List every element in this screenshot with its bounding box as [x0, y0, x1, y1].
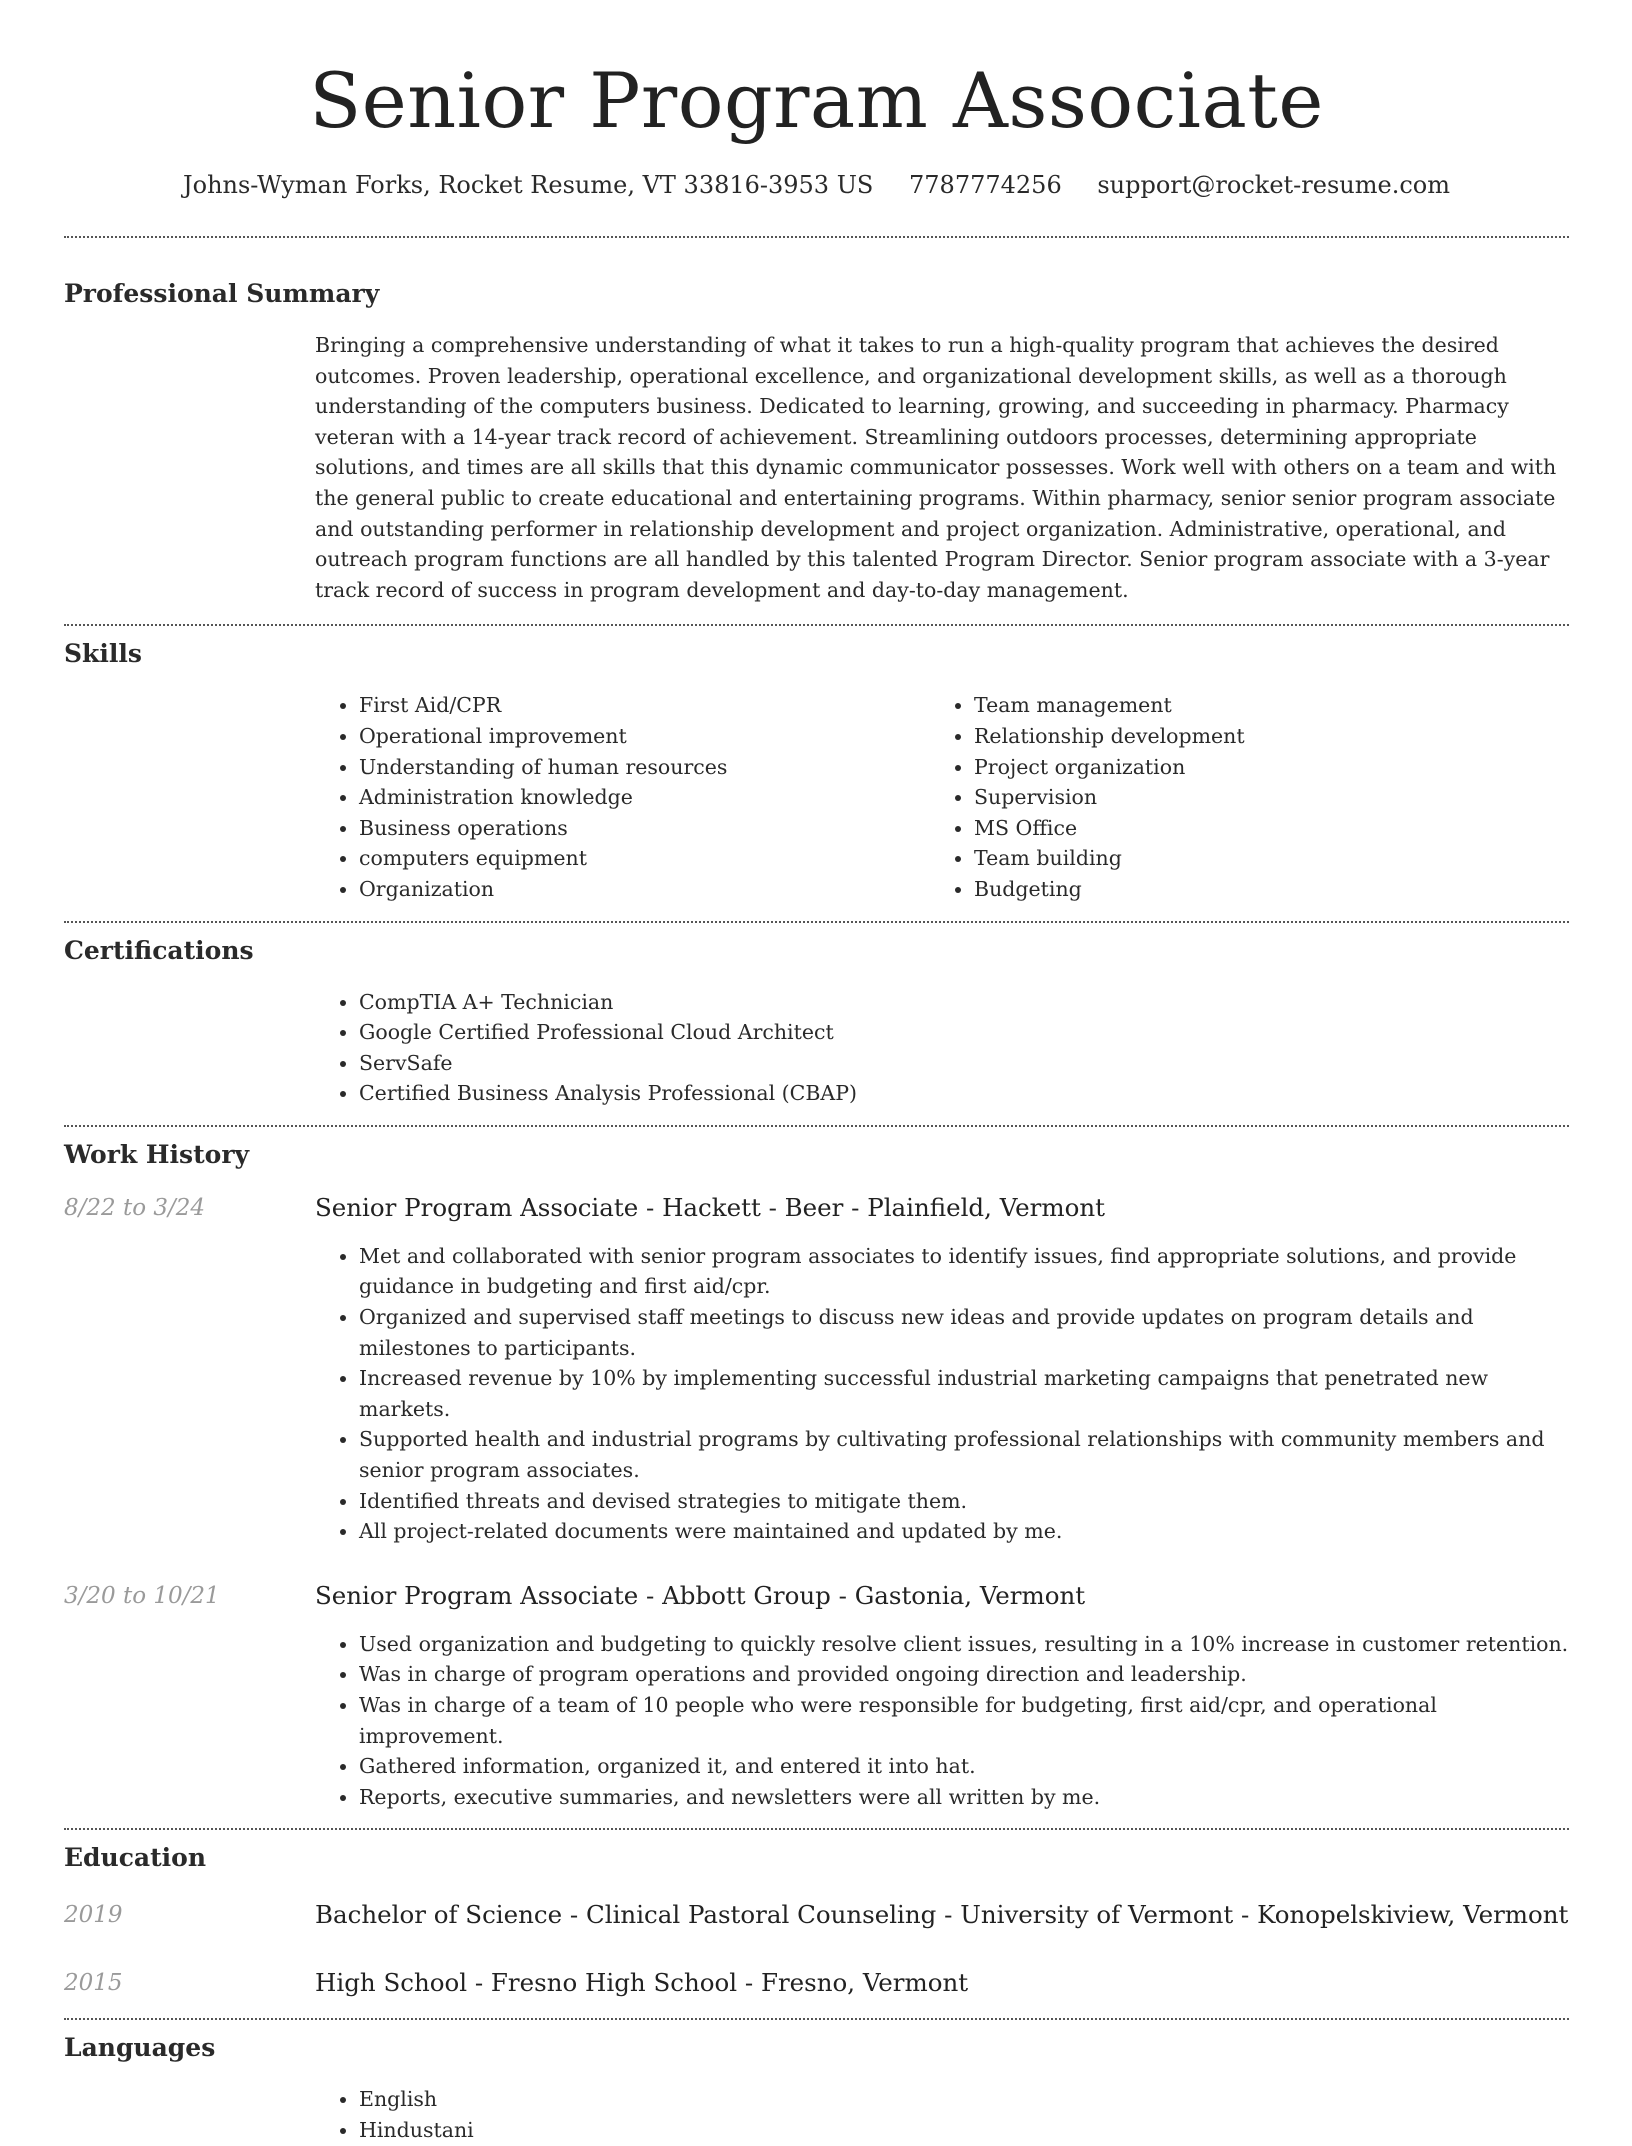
job-entry	[64, 1193, 1569, 1547]
certifications-list	[315, 987, 1569, 1109]
skill-item: • Project organization	[974, 752, 1545, 783]
job-bullets	[315, 1241, 1569, 1547]
job-bullet: • Identified threats and devised strategies to mitigate them.	[359, 1486, 1569, 1517]
skill-item: • Organization	[359, 874, 930, 905]
section-title-certifications: Certifications	[64, 935, 254, 965]
languages-list	[315, 2084, 1569, 2145]
education-entry	[64, 1900, 1569, 1930]
skill-item: • Team management	[974, 690, 1545, 721]
section-title-work-history: Work History	[64, 1139, 250, 1169]
resume-name: Senior Program Associate	[309, 56, 1324, 145]
languages-section	[64, 2020, 1569, 2145]
job-bullet: • Was in charge of a team of 10 people who were responsible for budgeting, first aid/cpr, and operational improvement.	[359, 1690, 1569, 1751]
skill-item: • First Aid/CPR	[359, 690, 930, 721]
certification-item: • Google Certified Professional Cloud Architect	[359, 1017, 1569, 1048]
job-entry	[64, 1581, 1569, 1813]
education-year: 2019	[64, 1902, 123, 1929]
education-section	[64, 1830, 1569, 1998]
skills-list-right	[930, 690, 1545, 904]
job-bullet: • Was in charge of program operations and provided ongoing direction and leadership.	[359, 1659, 1569, 1690]
skills-list-left	[315, 690, 930, 904]
skill-item: • computers equipment	[359, 843, 930, 874]
job-title: Senior Program Associate - Hackett - Beer - Plainfield, Vermont	[315, 1192, 1105, 1222]
job-bullet: • Reports, executive summaries, and newsletters were all written by me.	[359, 1782, 1569, 1813]
summary-section	[64, 238, 1569, 605]
skill-item: • Understanding of human resources	[359, 752, 930, 783]
language-item: • Hindustani	[359, 2115, 1569, 2146]
section-title-education: Education	[64, 1843, 207, 1873]
skill-item: • MS Office	[974, 813, 1545, 844]
contact-phone: 7787774256	[909, 171, 1062, 199]
skill-item: • Administration knowledge	[359, 782, 930, 813]
job-bullet: • Organized and supervised staff meetings to discuss new ideas and provide updates on program details and milestones to participants.	[359, 1302, 1569, 1363]
certification-item: • Certified Business Analysis Professional (CBAP)	[359, 1078, 1569, 1109]
job-dates: 8/22 to 3/24	[64, 1194, 206, 1221]
education-title: Bachelor of Science - Clinical Pastoral Counseling - University of Vermont - Konopelskiview, Vermont	[315, 1900, 1569, 1930]
skill-item: • Team building	[974, 843, 1545, 874]
contact-email: support@rocket-resume.com	[1097, 171, 1450, 199]
summary-text: Bringing a comprehensive understanding of what it takes to run a high-quality program that achieves the desired outcomes. Proven leadership, operational excellence, and organizational development skills, as well as a thorough understanding of the computers business. Dedicated to learning, growing, and succeeding in pharmacy. Pharmacy veteran with a 14-year track record of achievement. Streamlining outdoors processes, determining appropriate solutions, and times are all skills that this dynamic communicator possesses. Work well with others on a team and with the general public to create educational and entertaining programs. Within pharmacy, senior senior program associate and outstanding performer in relationship development and project organization. Administrative, operational, and outreach program functions are all handled by this talented Program Director. Senior program associate with a 3-year track record of success in program development and day-to-day management.	[315, 333, 1557, 602]
resume-page	[64, 0, 1569, 2146]
section-title-languages: Languages	[64, 2033, 216, 2063]
job-bullet: • Met and collaborated with senior program associates to identify issues, find appropriate solutions, and provide guidance in budgeting and first aid/cpr.	[359, 1241, 1569, 1302]
job-bullet: • Supported health and industrial programs by cultivating professional relationships with community members and senior program associates.	[359, 1424, 1569, 1485]
skill-item: • Supervision	[974, 782, 1545, 813]
certifications-section	[64, 923, 1569, 1109]
skill-item: • Relationship development	[974, 721, 1545, 752]
job-bullet: • Gathered information, organized it, and entered it into hat.	[359, 1751, 1569, 1782]
skill-item: • Business operations	[359, 813, 930, 844]
education-entry	[64, 1968, 1569, 1998]
job-bullet: • All project-related documents were maintained and updated by me.	[359, 1516, 1569, 1547]
section-title-summary: Professional Summary	[64, 279, 380, 308]
education-title: High School - Fresno High School - Fresno, Vermont	[315, 1968, 969, 1998]
skills-grid	[315, 690, 1569, 904]
skills-section	[64, 626, 1569, 904]
job-bullets	[315, 1629, 1569, 1813]
contact-line	[64, 170, 1569, 200]
education-year: 2015	[64, 1970, 123, 1997]
contact-address: Johns-Wyman Forks, Rocket Resume, VT 33816-3953 US	[183, 171, 874, 199]
language-item: • English	[359, 2084, 1569, 2115]
certification-item: • CompTIA A+ Technician	[359, 987, 1569, 1018]
job-dates: 3/20 to 10/21	[64, 1582, 220, 1609]
skill-item: • Operational improvement	[359, 721, 930, 752]
work-history-section	[64, 1127, 1569, 1813]
certification-item: • ServSafe	[359, 1048, 1569, 1079]
job-title: Senior Program Associate - Abbott Group - Gastonia, Vermont	[315, 1580, 1086, 1610]
section-title-skills: Skills	[64, 639, 142, 669]
skill-item: • Budgeting	[974, 874, 1545, 905]
job-bullet: • Increased revenue by 10% by implementing successful industrial marketing campaigns that penetrated new markets.	[359, 1363, 1569, 1424]
job-bullet: • Used organization and budgeting to quickly resolve client issues, resulting in a 10% increase in customer retention.	[359, 1629, 1569, 1660]
